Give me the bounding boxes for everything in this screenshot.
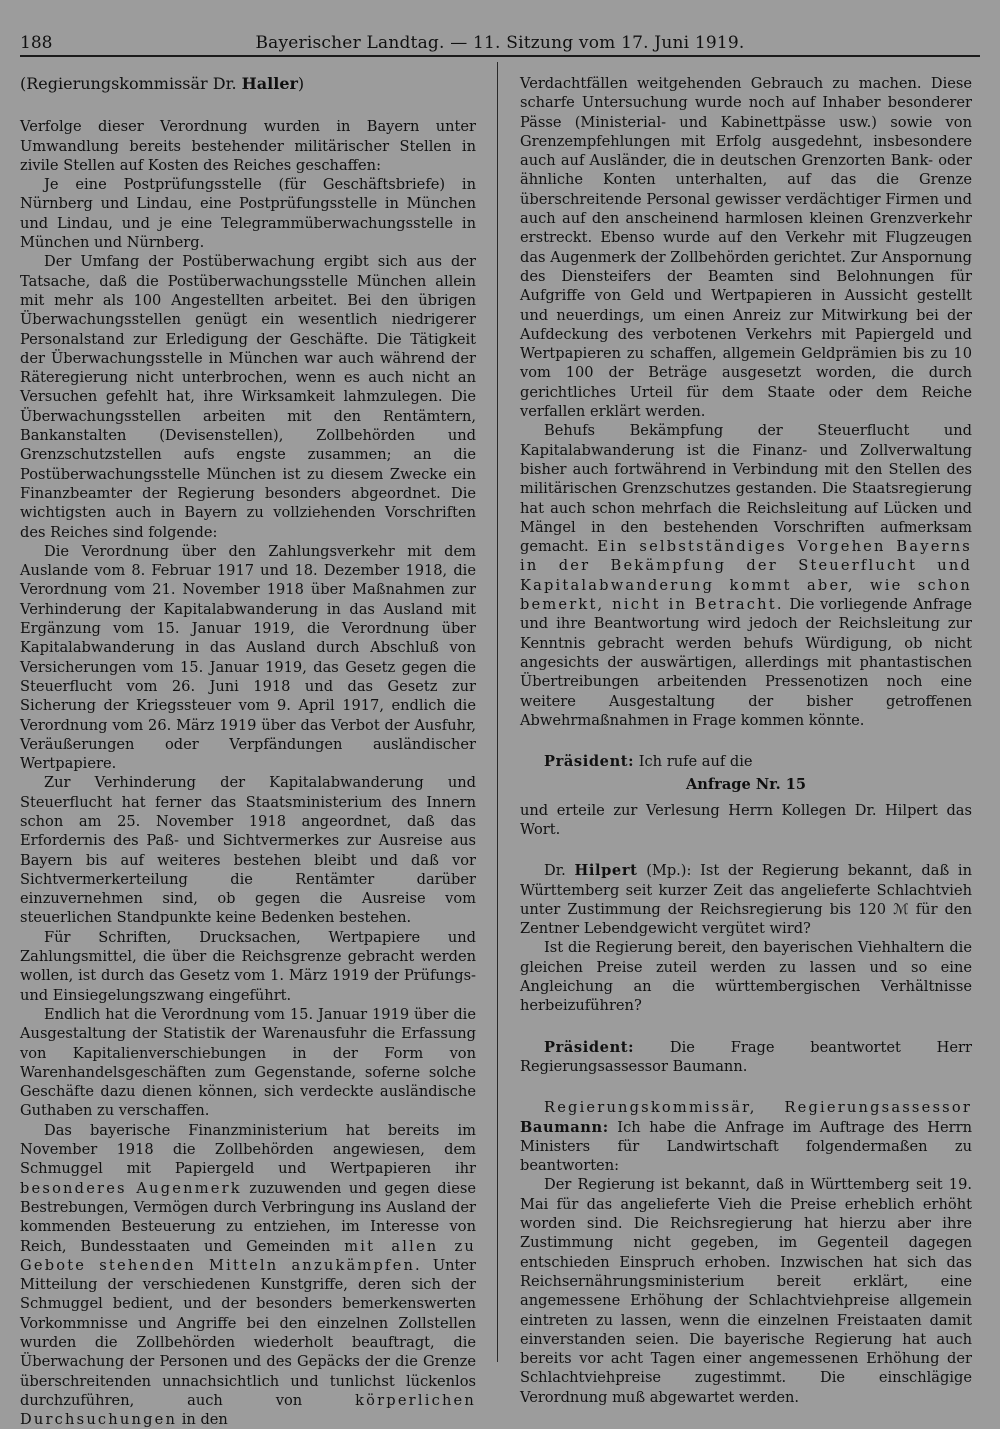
paragraph: Verdachtfällen weitgehenden Gebrauch zu machen. Diese scharfe Untersuchung wurde noch auf Inhaber besonderer Pässe (Ministerial- und Kabinettpässe usw.) sowie von Grenzempfehlungen mit Erfolg ausgedehnt, insbesondere auch auf Ausländer, die in deutschen Grenzorten Bank- oder ähnliche Konten unterhalten, auf das die Grenze überschreitende Personal gewisser verdächtiger Firmen und auch auf den anscheinend harmlosen kleinen Grenzverkehr erstreckt. Ebenso wurde auf den Verkehr mit Flugzeugen das Augenmerk der Zollbehörden gerichtet. Zur Anspornung des Diensteifers der Beamten sind Belohnungen für Aufgriffe von Geld und Wertpapieren in Aussicht gestellt und neuerdings, um einen Anreiz zur Mitwirkung bei der Aufdeckung des verbotenen Verkehrs mit Papiergeld und Wertpapieren zu schaffen, allgemein Geldprämien bis zu 10 vom 100 der Beträge ausgesetzt worden, die durch gerichtliches Urteil für dem Staate oder dem Reiche verfallen erklärt werden. <box>520 75 972 421</box>
page-header <box>20 33 980 57</box>
speaker-name: Präsident: <box>544 1038 635 1056</box>
left-column <box>20 74 477 1429</box>
emphasis: Ein selbstständiges Vorgehen Bayerns in der Bekämpfung der Steuerflucht und Kapitalabwanderung kommt aber, wie schon bemerkt, nicht in Betracht. <box>520 538 973 614</box>
emphasis: besonderes Augenmerk <box>20 1179 242 1197</box>
page-number: 188 <box>20 33 53 53</box>
paragraph: Zur Verhinderung der Kapitalabwanderung und Steuerflucht hat ferner das Staatsministerium des Innern schon am 25. November 1918 angeordnet, daß das Erfordernis des Paß- und Sichtvermerkes zur Ausreise aus Bayern bis auf weiteres bestehen bleibt und daß vor Sichtvermerkerteilung die Rentämter darüber einzuvernehmen sind, ob gegen die Ausreise vom steuerlichen Standpunkte keine Bedenken bestehen. <box>20 774 476 927</box>
paragraph: Verfolge dieser Verordnung wurden in Bayern unter Umwandlung bereits bestehender militärischer Stellen in zivile Stellen auf Kosten des Reiches geschaffen: <box>20 118 476 174</box>
president-statement: Präsident: Ich rufe auf die <box>544 753 753 771</box>
speaker-name: Baumann: <box>520 1118 609 1136</box>
paragraph: Der Regierung ist bekannt, daß in Württemberg seit 19. Mai für das angelieferte Vieh die Preise erheblich erhöht worden sind. Die Reichsregierung hat hierzu aber ihre Zustimmung nicht gegeben, im Gegenteil dagegen entschieden Einspruch erhoben. Inzwischen hat sich das Reichsernährungsministerium bereit erklärt, eine angemessene Erhöhung der Schlachtviehpreise allgemein eintreten zu lassen, wenn die einzelnen Freistaaten damit einverstanden seien. Die bayerische Regierung hat auch bereits vor acht Tagen einer angemessenen Erhöhung der Schlachtviehpreise zugestimmt. Die einschlägige Verordnung muß abgewartet werden. <box>520 1176 972 1406</box>
paragraph: Behufs Bekämpfung der Steuerflucht und Kapitalabwanderung ist die Finanz- und Zollverwaltung bisher auch fortwährend in Verbindung mit den Stellen des militärischen Grenzschutzes gestanden. Die Staatsregierung hat auch schon mehrfach die Reichsleitung auf Lücken und Mängel in den bestehenden Vorschriften aufmerksam gemacht. Ein selbstständiges Vorgehen Bayerns in der Bekämpfung der Steuerflucht und Kapitalabwanderung kommt aber, wie schon bemerkt, nicht in Betracht. Die vorliegende Anfrage und ihre Beantwortung wird jedoch der Reichsleitung zur Kenntnis gebracht werden behufs Würdigung, ob nicht angesichts der auswärtigen, allerdings mit phantastischen Übertreibungen arbeitenden Pressenotizen noch eine weitere Ausgestaltung der bisher getroffenen Abwehrmaßnahmen in Frage kommen könnte. <box>520 422 973 729</box>
emphasis: körperlichen Durchsuchungen <box>20 1391 476 1429</box>
paragraph: und erteile zur Verlesung Herrn Kollegen Dr. Hilpert das Wort. <box>520 801 972 838</box>
baumann-statement: Regierungskommissär, Regierungsassessor Baumann: Ich habe die Anfrage im Auftrage des Herrn Ministers für Landwirtschaft folgendermaßen zu beantworten: <box>520 1099 972 1175</box>
right-column <box>520 74 973 1406</box>
paragraph: Die Verordnung über den Zahlungsverkehr mit dem Auslande vom 8. Februar 1917 und 18. Dezember 1918, die Verordnung vom 21. November 1918 über Maßnahmen zur Verhinderung der Kapitalabwanderung in das Ausland mit Ergänzung vom 15. Januar 1919, die Verordnung über Kapitalabwanderung in das Ausland durch Abschluß von Versicherungen vom 15. Januar 1919, das Gesetz gegen die Steuerflucht vom 26. Juni 1918 und das Gesetz zur Sicherung der Kriegssteuer vom 9. April 1917, endlich die Verordnung vom 26. März 1919 über das Verbot der Ausfuhr, Veräußerungen oder Verpfändungen ausländischer Wertpapiere. <box>20 542 476 773</box>
speaker-name: Präsident: <box>544 753 635 771</box>
speaker-name: Hilpert <box>574 862 638 880</box>
running-head: Bayerischer Landtag. — 11. Sitzung vom 17. Juni 1919. <box>255 33 745 53</box>
paragraph: Je eine Postprüfungsstelle (für Geschäftsbriefe) in Nürnberg und Lindau, eine Postprüfungsstelle in München und Lindau, und je eine Telegrammüberwachungsstelle in München und Nürnberg. <box>20 176 476 252</box>
paragraph: Für Schriften, Drucksachen, Wertpapiere und Zahlungsmittel, die über die Reichsgrenze gebracht werden wollen, ist durch das Gesetz vom 1. März 1919 der Prüfungs- und Einsiegelungszwang eingeführt. <box>20 928 476 1004</box>
paragraph: Endlich hat die Verordnung vom 15. Januar 1919 über die Ausgestaltung der Statistik der Warenausfuhr die Erfassung von Kapitalienverschiebungen in der Form von Warenhandelsgeschäften zum Gegenstande, soferne solche Geschäfte dazu dienen können, sich verdeckte ausländische Guthaben zu verschaffen. <box>20 1005 476 1120</box>
president-statement: Präsident: Die Frage beantwortet Herr Regierungsassessor Baumann. <box>520 1038 972 1075</box>
hilpert-statement: Dr. Hilpert (Mp.): Ist der Regierung bekannt, daß in Württemberg seit kurzer Zeit das angelieferte Schlachtvieh unter Zustimmung der Reichsregierung bis 120 ℳ für den Zentner Lebendgewicht vergütet wird? <box>520 862 972 938</box>
paragraph: Der Umfang der Postüberwachung ergibt sich aus der Tatsache, daß die Postüberwachungsstelle München allein mit mehr als 100 Angestellten arbeitet. Bei den übrigen Überwachungsstellen genügt ein wesentlich niedrigerer Personalstand zur Erledigung der Geschäfte. Die Tätigkeit der Überwachungsstelle in München war auch während der Räteregierung nicht unterbrochen, wenn es auch nicht an Versuchen gefehlt hat, ihre Wirksamkeit lahmzulegen. Die Überwachungsstellen arbeiten mit den Rentämtern, Bankanstalten (Devisenstellen), Zollbehörden und Grenzschutzstellen aufs engste zusammen; an die Postüberwachungsstelle München ist zu diesem Zwecke ein Finanzbeamter der Regierung besonders abgeordnet. Die wichtigsten auch in Bayern zu vollziehenden Vorschriften des Reiches sind folgende: <box>20 253 476 541</box>
speaker-name: Haller <box>241 74 298 93</box>
emphasis: mit allen zu Gebote stehenden Mitteln anzukämpfen. <box>20 1237 476 1274</box>
speaker-tag: (Regierungskommissär Dr. Haller) <box>20 74 305 93</box>
speaker-role: Regierungskommissär, Regierungsassessor <box>544 1099 972 1117</box>
column-divider <box>497 62 498 1362</box>
paragraph: Ist die Regierung bereit, den bayerischen Viehhaltern die gleichen Preise zuteil werden zu lassen und so eine Angleichung an die württembergischen Verhältnisse herbeizuführen? <box>520 939 972 1015</box>
motion-heading: Anfrage Nr. 15 <box>685 776 807 794</box>
paragraph: Das bayerische Finanzministerium hat bereits im November 1918 die Zollbehörden angewiesen, dem Schmuggel mit Papiergeld und Wertpapieren ihr besonderes Augenmerk zuzuwenden und gegen diese Bestrebungen, Vermögen durch Verbringung ins Ausland der kommenden Besteuerung zu entziehen, im Interesse von Reich, Bundesstaaten und Gemeinden mit allen zu Gebote stehenden Mitteln anzukämpfen. Unter Mitteilung der verschiedenen Kunstgriffe, deren sich der Schmuggel bedient, und der besonders bemerkenswerten Vorkommnisse und Angriffe bei den einzelnen Zollstellen wurden die Zollbehörden wiederholt beauftragt, die Überwachung der Personen und des Gepäcks der die Grenze überschreitenden unnachsichtlich und tunlichst lückenlos durchzuführen, auch von körperlichen Durchsuchungen in den <box>20 1121 477 1429</box>
